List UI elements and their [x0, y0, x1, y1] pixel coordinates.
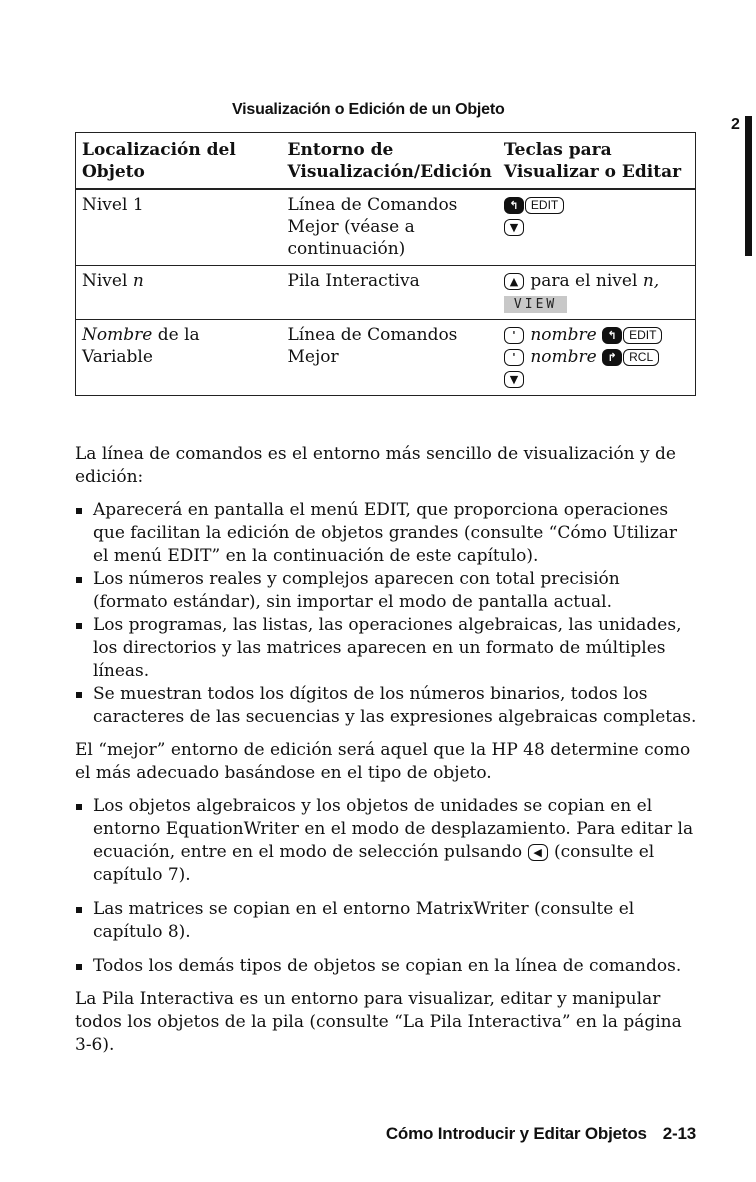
- edit-key: EDIT: [623, 327, 662, 344]
- view-softkey: VIEW: [504, 296, 567, 313]
- down-arrow-key-icon: ▼: [504, 219, 524, 236]
- cell-keys: [498, 189, 696, 266]
- list-item: Los programas, las listas, las operaciones algebraicas, las unidades, los directorios y las matrices aparecen en un formato de múltiples líneas.: [75, 614, 697, 683]
- page-number: 2-13: [662, 1124, 696, 1143]
- list-item: Las matrices se copian en el entorno MatrixWriter (consulte el capítulo 8).: [75, 898, 697, 944]
- left-arrow-key-icon: ◀: [528, 844, 548, 861]
- intro-paragraph: La línea de comandos es el entorno más sencillo de visualización y de edición:: [75, 444, 676, 487]
- header-environment: Entorno de Visualización/Edición: [282, 133, 498, 190]
- edit-key: EDIT: [525, 197, 564, 214]
- chapter-tab-bar: [745, 116, 752, 256]
- cell-location: Nivel 1: [76, 189, 282, 266]
- closing-paragraph: La Pila Interactiva es un entorno para visualizar, editar y manipular todos los objetos de la pila (consulte “La Pila Interactiva” en la página 3-6).: [75, 989, 682, 1055]
- cell-environment: Pila Interactiva: [282, 266, 498, 320]
- object-edit-table: [75, 132, 696, 396]
- table-row: [76, 266, 696, 320]
- list-item: Aparecerá en pantalla el menú EDIT, que proporciona operaciones que facilitan la edición de objetos grandes (consulte “Cómo Utilizar el menú EDIT” en la continuación de este capítulo).: [75, 499, 697, 568]
- footer-title: Cómo Introducir y Editar Objetos: [385, 1124, 647, 1143]
- cell-keys: ' nombre ↰ EDIT ' nombre ↱ RCL ▼: [498, 320, 696, 396]
- cell-environment: Línea de Comandos Mejor (véase a continuación): [282, 189, 498, 266]
- right-shift-key-icon: ↱: [602, 349, 622, 366]
- rcl-key: RCL: [623, 349, 659, 366]
- table-row: [76, 320, 696, 396]
- list-item: Los objetos algebraicos y los objetos de unidades se copian en el entorno EquationWriter en el modo de desplazamiento. Para editar la ecuación, entre en el modo de selección pulsando ◀ (consulte el capítulo 7).: [75, 795, 697, 887]
- down-arrow-key-icon: ▼: [504, 371, 524, 388]
- cell-environment: Línea de Comandos Mejor: [282, 320, 498, 396]
- cell-location: Nivel n: [76, 266, 282, 320]
- up-arrow-key-icon: ▲: [504, 273, 524, 290]
- table-title: Visualización o Edición de un Objeto: [232, 101, 505, 118]
- command-line-list: [75, 499, 697, 729]
- tick-key-icon: ': [504, 349, 524, 366]
- left-shift-key-icon: ↰: [602, 327, 622, 344]
- list-item: Se muestran todos los dígitos de los números binarios, todos los caracteres de las secuencias y las expresiones algebraicas completas.: [75, 683, 697, 729]
- cell-location: Nombre de la Variable: [76, 320, 282, 396]
- table-row: [76, 189, 696, 266]
- best-paragraph: El “mejor” entorno de edición será aquel que la HP 48 determine como el más adecuado basándose en el tipo de objeto.: [75, 740, 691, 783]
- body-text: [75, 443, 697, 1057]
- cell-keys: ▲ para el nivel n, VIEW: [498, 266, 696, 320]
- list-item: Todos los demás tipos de objetos se copian en la línea de comandos.: [75, 955, 697, 978]
- left-shift-key-icon: ↰: [504, 197, 524, 214]
- table-header-row: [76, 133, 696, 190]
- list-item: Los números reales y complejos aparecen con total precisión (formato estándar), sin importar el modo de pantalla actual.: [75, 568, 697, 614]
- header-location: Localización del Objeto: [76, 133, 282, 190]
- header-keys: Teclas para Visualizar o Editar: [498, 133, 696, 190]
- best-env-list: [75, 795, 697, 978]
- chapter-number: 2: [731, 116, 740, 133]
- page-footer: [386, 1124, 696, 1144]
- tick-key-icon: ': [504, 327, 524, 344]
